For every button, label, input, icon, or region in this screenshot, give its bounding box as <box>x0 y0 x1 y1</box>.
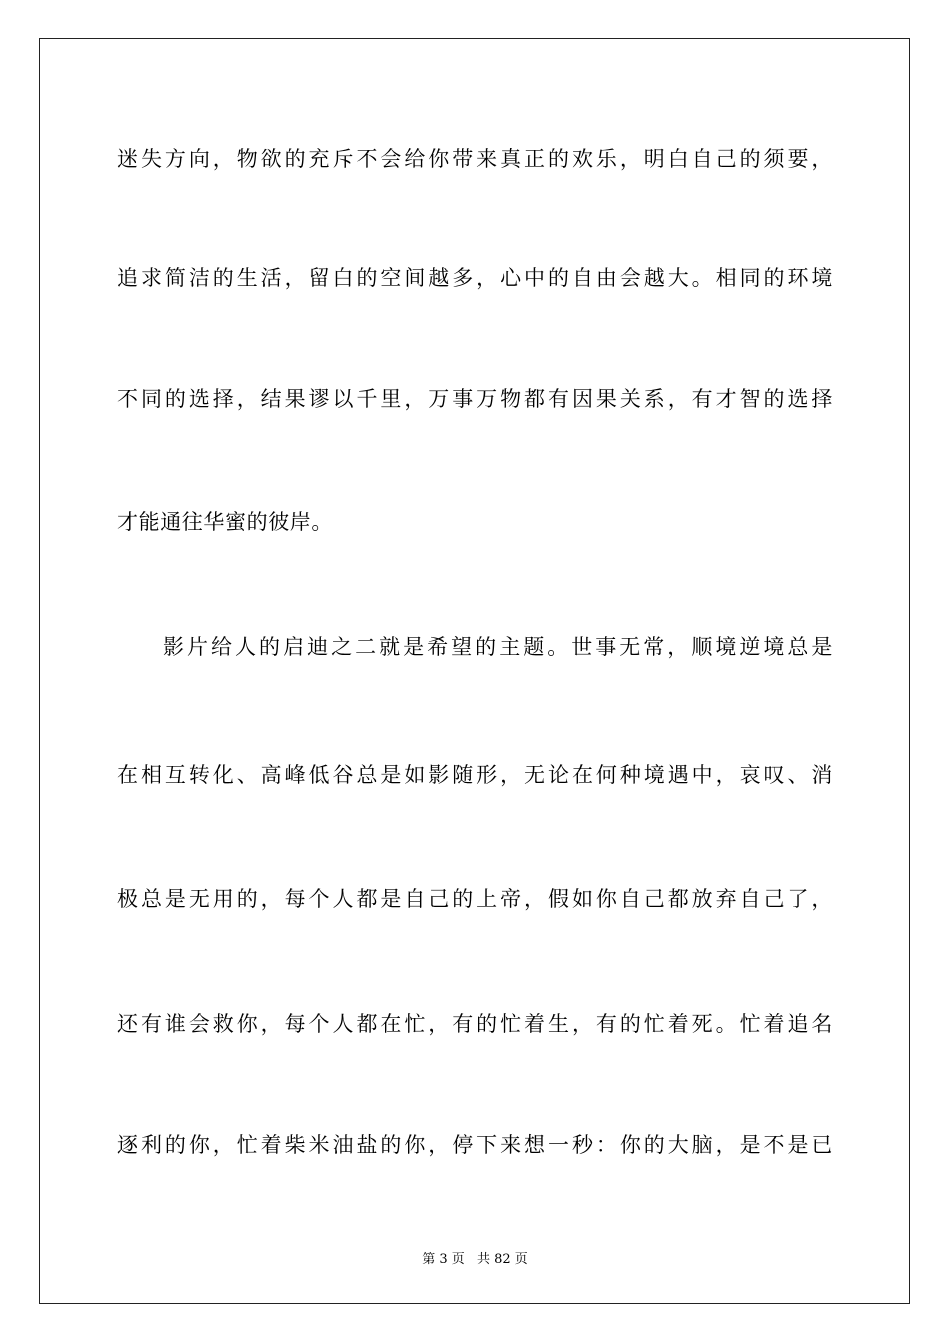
paragraph-line: 追求简洁的生活，留白的空间越多，心中的自由会越大。相同的环境 <box>117 266 833 290</box>
paragraph-line: 还有谁会救你，每个人都在忙，有的忙着生，有的忙着死。忙着追名 <box>117 1012 833 1036</box>
paragraph-line: 迷失方向，物欲的充斥不会给你带来真正的欢乐，明白自己的须要， <box>117 147 833 171</box>
page-number: 第 3 页 <box>422 1252 465 1267</box>
paragraph-line: 在相互转化、高峰低谷总是如影随形，无论在何种境遇中，哀叹、消 <box>117 763 833 787</box>
paragraph-line: 不同的选择，结果谬以千里，万事万物都有因果关系，有才智的选择 <box>117 387 833 411</box>
page-total: 共 82 页 <box>476 1252 528 1267</box>
page-border <box>39 38 910 1304</box>
paragraph-line: 才能通往华蜜的彼岸。 <box>117 510 333 534</box>
paragraph-line: 极总是无用的，每个人都是自己的上帝，假如你自己都放弃自己了， <box>117 887 833 911</box>
paragraph-line: 逐利的你，忙着柴米油盐的你，停下来想一秒：你的大脑，是不是已 <box>117 1133 833 1157</box>
paragraph-line: 影片给人的启迪之二就是希望的主题。世事无常，顺境逆境总是 <box>163 635 833 659</box>
page-footer <box>0 1248 950 1267</box>
